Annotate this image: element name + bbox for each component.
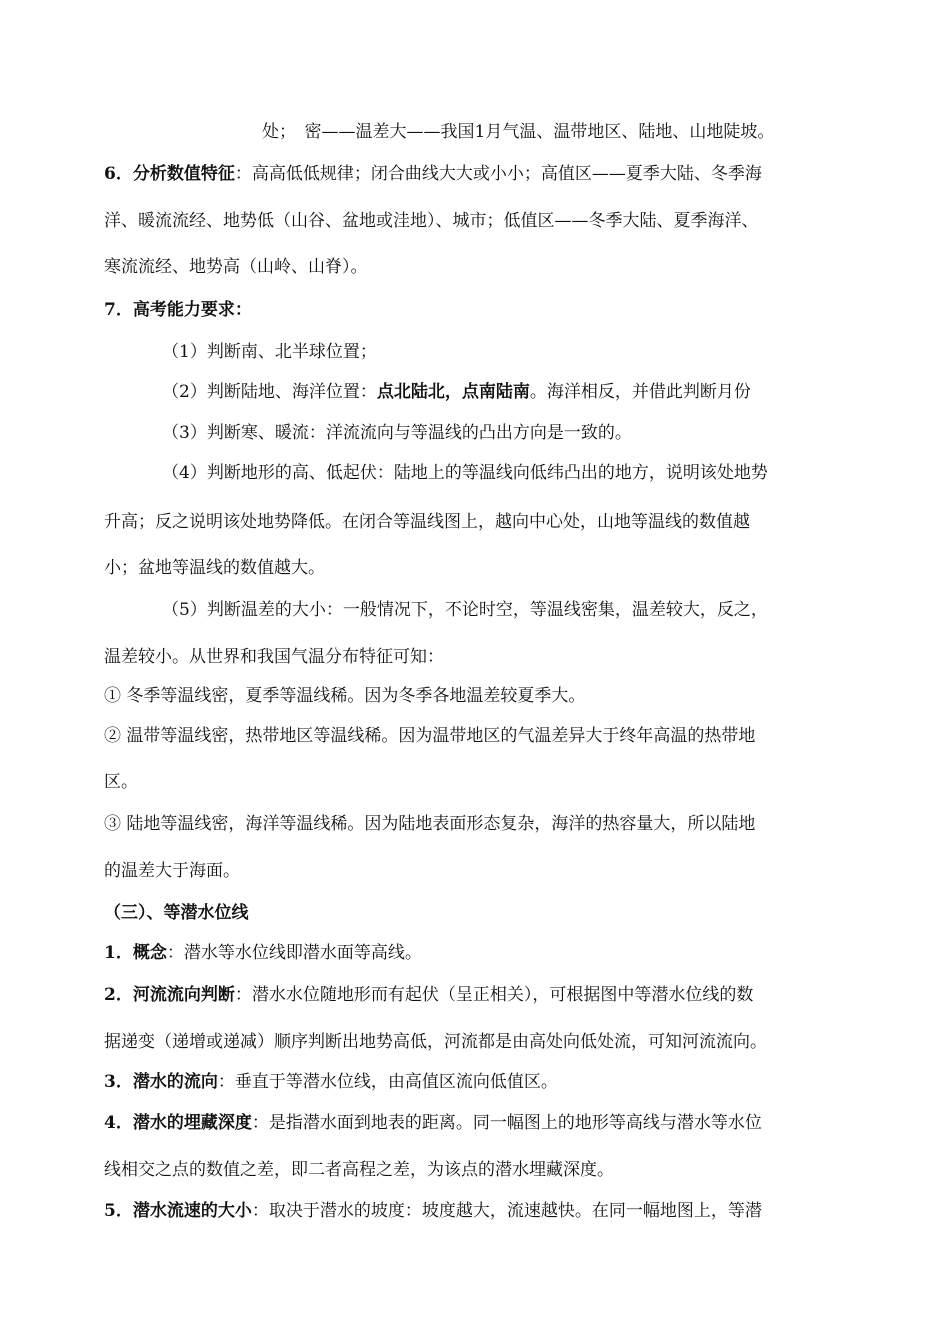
sub-item: （1）判断南、北半球位置；	[162, 342, 377, 362]
text-line: 区。	[104, 772, 138, 792]
numbered-item-7	[104, 299, 252, 321]
text-line: 小；盆地等温线的数值越大。	[104, 558, 325, 578]
numbered-item-3: 3．潜水的流向：垂直于等潜水位线，由高值区流向低值区。	[104, 1072, 558, 1092]
text-line: 升高；反之说明该处地势降低。在闭合等温线图上，越向中心处，山地等温线的数值越	[104, 512, 750, 532]
item-heading: 3．潜水的流向	[104, 1072, 218, 1092]
sub-item: （2）判断陆地、海洋位置：点北陆北，点南陆南。海洋相反，并借此判断月份	[162, 382, 751, 402]
item-heading: 2．河流流向判断	[104, 985, 235, 1005]
item-heading: 4．潜水的埋藏深度	[104, 1113, 252, 1133]
text-line: 洋、暖流流经、地势低（山谷、盆地或洼地）、城市；低值区——冬季大陆、夏季海洋、	[104, 211, 759, 231]
item-heading: 1．概念	[104, 943, 167, 963]
text-line: 处； 密——温差大——我国1月气温、温带地区、陆地、山地陡坡。	[262, 122, 775, 142]
section-heading: （三）、等潜水位线	[104, 903, 249, 923]
numbered-item-1: 1．概念：潜水等水位线即潜水面等高线。	[104, 943, 422, 963]
text-line: 线相交之点的数值之差，即二者高程之差，为该点的潜水埋藏深度。	[104, 1160, 614, 1180]
circled-item: ② 温带等温线密，热带地区等温线稀。因为温带地区的气温差异大于终年高温的热带地	[104, 726, 756, 746]
text-line: 据递变（递增或递减）顺序判断出地势高低，河流都是由高处向低处流，可知河流流向。	[104, 1032, 767, 1052]
numbered-item-5: 5．潜水流速的大小：取决于潜水的坡度：坡度越大，流速越快。在同一幅地图上，等潜	[104, 1201, 762, 1221]
circled-item: ③ 陆地等温线密，海洋等温线稀。因为陆地表面形态复杂，海洋的热容量大，所以陆地	[104, 814, 756, 834]
text-line: 寒流流经、地势高（山岭、山脊）。	[104, 257, 368, 277]
numbered-item-4: 4．潜水的埋藏深度：是指潜水面到地表的距离。同一幅图上的地形等高线与潜水等水位	[104, 1113, 762, 1133]
item-heading: 6．分析数值特征	[104, 164, 235, 184]
text-line: 的温差大于海面。	[104, 861, 240, 881]
sub-item: （4）判断地形的高、低起伏：陆地上的等温线向低纬凸出的地方，说明该处地势	[162, 463, 768, 483]
numbered-item-6: 6．分析数值特征：高高低低规律；闭合曲线大大或小小；高值区——夏季大陆、冬季海	[104, 164, 762, 184]
sub-item: （3）判断寒、暖流：洋流流向与等温线的凸出方向是一致的。	[162, 423, 632, 443]
item-heading: 5．潜水流速的大小	[104, 1201, 252, 1221]
sub-item: （5）判断温差的大小：一般情况下，不论时空，等温线密集，温差较大，反之，	[162, 600, 768, 620]
numbered-item-2: 2．河流流向判断：潜水水位随地形而有起伏（呈正相关），可根据图中等潜水位线的数	[104, 985, 754, 1005]
text-line: 温差较小。从世界和我国气温分布特征可知：	[104, 647, 444, 667]
item-heading: 7．高考能力要求：	[104, 300, 252, 320]
emphasis-text: 点北陆北，点南陆南	[376, 382, 530, 402]
circled-item: ① 冬季等温线密，夏季等温线稀。因为冬季各地温差较夏季大。	[104, 686, 586, 706]
